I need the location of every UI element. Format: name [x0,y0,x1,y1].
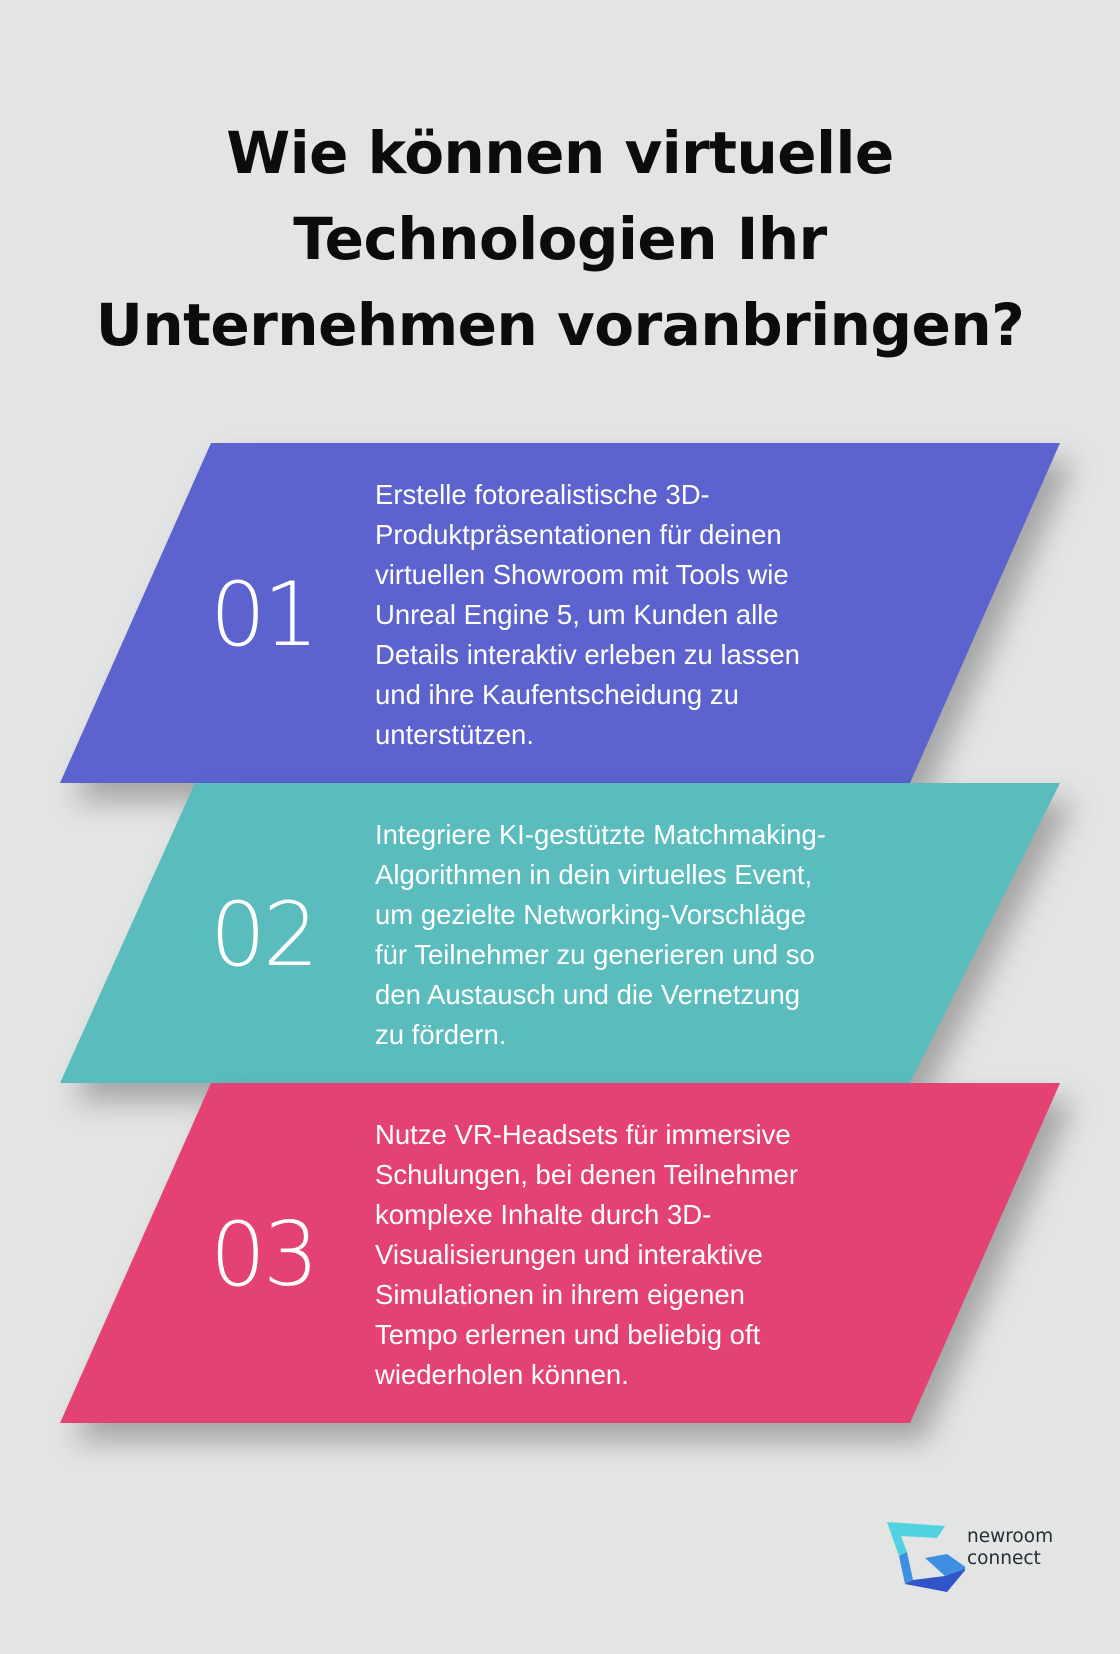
step-text-02-line: Algorithmen in dein virtuelles Event, [375,859,813,890]
step-card-01 [0,443,1120,783]
step-text-01 [375,475,915,755]
step-text-01-line: virtuellen Showroom mit Tools wie [375,559,789,590]
step-text-03-line: komplexe Inhalte durch 3D- [375,1199,712,1230]
logo-line-1: newroom [967,1526,1054,1547]
step-number-03: 03 [210,1203,316,1306]
step-text-01-line: Unreal Engine 5, um Kunden alle [375,599,779,630]
step-text-02 [375,815,915,1055]
step-text-01-line: unterstützen. [375,719,534,750]
step-text-01-line: Erstelle fotorealistische 3D- [375,479,710,510]
step-text-02-line: den Austausch und die Vernetzung [375,979,801,1010]
step-text-01-line: und ihre Kaufentscheidung zu [375,679,739,710]
step-text-02-line: um gezielte Networking-Vorschläge [375,899,807,930]
step-text-03-line: Schulungen, bei denen Teilnehmer [375,1159,799,1190]
step-text-03-line: Tempo erlernen und beliebig oft [375,1319,761,1350]
step-text-01-line: Produktpräsentationen für deinen [375,519,782,550]
step-text-03 [375,1115,915,1395]
step-card-02 [0,783,1120,1083]
step-text-01-line: Details interaktiv erleben zu lassen [375,639,800,670]
page-title [60,110,1060,368]
step-number-01: 01 [210,563,316,666]
step-text-03-line: Simulationen in ihrem eigenen [375,1279,745,1310]
step-text-03-line: Visualisierungen und interaktive [375,1239,763,1270]
step-number-02: 02 [210,883,316,986]
step-text-02-line: für Teilnehmer zu generieren und so [375,939,815,970]
logo-wordmark [967,1526,1053,1570]
newroom-connect-logo-icon [885,1518,965,1593]
step-text-03-line: Nutze VR-Headsets für immersive [375,1119,791,1150]
step-text-02-line: Integriere KI-gestützte Matchmaking- [375,819,826,850]
brand-logo [885,1518,1065,1593]
step-card-03 [0,1083,1120,1423]
title-line-1: Wie können virtuelle [226,119,894,187]
step-text-03-line: wiederholen können. [375,1359,629,1390]
title-line-3: Unternehmen voranbringen? [95,291,1025,359]
logo-shape-top [887,1522,945,1556]
logo-shape-left [899,1552,913,1584]
step-text-02-line: zu fördern. [375,1019,507,1050]
title-line-2: Technologien Ihr [293,205,827,273]
logo-line-2: connect [967,1548,1041,1569]
